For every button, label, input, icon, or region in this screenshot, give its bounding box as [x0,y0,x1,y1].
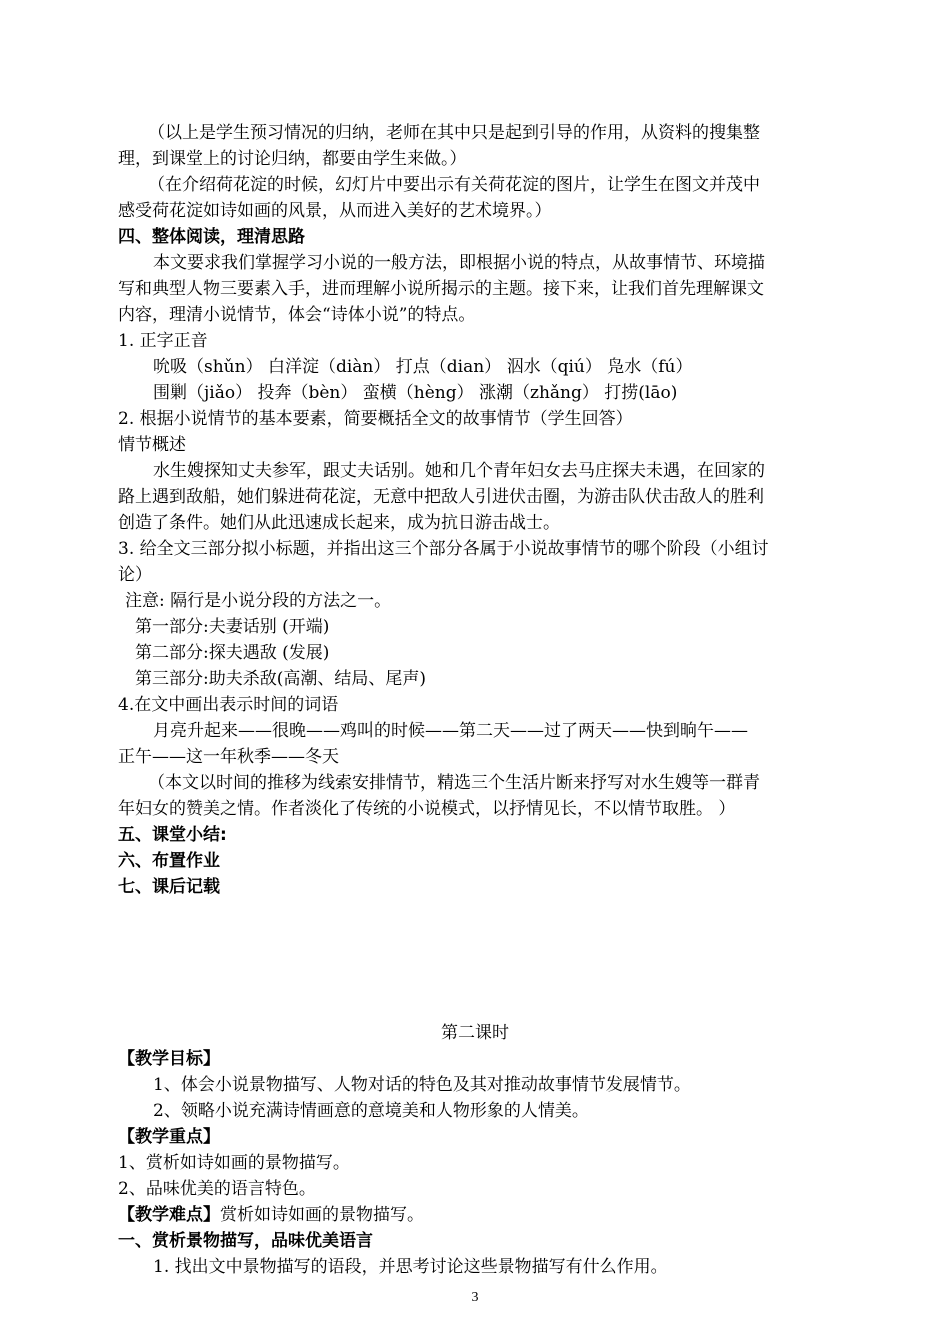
paragraph-line: （以上是学生预习情况的归纳，老师在其中只是起到引导的作用，从资料的搜集整 [148,123,760,143]
difficulty-text: 赏析如诗如画的景物描写。 [220,1205,424,1225]
paragraph-line: 感受荷花淀如诗如画的风景，从而进入美好的艺术境界。） [118,201,552,221]
paragraph-line: 写和典型人物三要素入手，进而理解小说所揭示的主题。接下来，让我们首先理解课文 [118,279,764,299]
section-heading-1: 一、赏析景物描写，品味优美语言 [118,1231,373,1251]
goals-heading: 【教学目标】 [118,1049,220,1069]
paragraph-line: （本文以时间的推移为线索安排情节，精选三个生活片断来抒写对水生嫂等一群青 [148,773,760,793]
section-heading-5: 五、课堂小结: [118,825,227,845]
part-line: 第二部分:探夫遇敌 (发展) [135,643,330,663]
summary-label: 情节概述 [118,435,186,455]
time-line: 正午——这一年秋季——冬天 [118,747,339,767]
list-item-continued: 论） [118,565,152,585]
paragraph-line: 年妇女的赞美之情。作者淡化了传统的小说模式，以抒情见长，不以情节取胜。 ） [118,799,736,819]
list-item: 4.在文中画出表示时间的词语 [118,695,339,715]
difficulty-line [118,1202,838,1228]
section-heading-7: 七、课后记载 [118,877,220,897]
section-heading-4: 四、整体阅读，理清思路 [118,227,305,247]
key-item: 2、品味优美的语言特色。 [118,1179,316,1199]
paragraph-line: 理，到课堂上的讨论归纳，都要由学生来做。） [118,149,467,169]
list-item: 2. 根据小说情节的基本要素，简要概括全文的故事情节（学生回答） [118,409,633,429]
page-number: 3 [471,1290,479,1305]
time-line: 月亮升起来——很晚——鸡叫的时候——第二天——过了两天——快到晌午—— [153,721,748,741]
paragraph-line: 内容，理清小说情节，体会“诗体小说”的特点。 [118,305,476,325]
pinyin-line: 围剿（jiǎo） 投奔（bèn） 蛮横（hèng） 涨潮（zhǎng） 打捞(lāo) [153,383,678,403]
paragraph-line: 路上遇到敌船，她们躲进荷花淀，无意中把敌人引进伏击圈，为游击队伏击敌人的胜利 [118,487,764,507]
list-item: 1. 正字正音 [118,331,208,351]
key-item: 1、赏析如诗如画的景物描写。 [118,1153,350,1173]
list-item: 3. 给全文三部分拟小标题，并指出这三个部分各属于小说故事情节的哪个阶段（小组讨 [118,539,769,559]
section-heading-6: 六、布置作业 [118,851,220,871]
goal-item: 2、领略小说充满诗情画意的意境美和人物形象的人情美。 [153,1101,589,1121]
paragraph-line: 创造了条件。她们从此迅速成长起来，成为抗日游击战士。 [118,513,560,533]
goal-item: 1、体会小说景物描写、人物对话的特色及其对推动故事情节发展情节。 [153,1075,691,1095]
part-line: 第一部分:夫妻话别 (开端) [135,617,330,637]
pinyin-line: 吮吸（shǔn） 白洋淀（diàn） 打点（dian） 泅水（qiú） 凫水（fú） [153,357,693,377]
paragraph-line: 水生嫂探知丈夫参军，跟丈夫话别。她和几个青年妇女去马庄探夫未遇，在回家的 [153,461,765,481]
part-line: 第三部分:助夫杀敌(高潮、结局、尾声) [135,669,426,689]
lesson-title: 第二课时 [441,1023,509,1043]
paragraph-line: （在介绍荷花淀的时候，幻灯片中要出示有关荷花淀的图片，让学生在图文并茂中 [148,175,760,195]
question-item: 1. 找出文中景物描写的语段，并思考讨论这些景物描写有什么作用。 [153,1257,668,1277]
key-heading: 【教学重点】 [118,1127,220,1147]
note-line: 注意: 隔行是小说分段的方法之一。 [125,591,392,611]
difficulty-heading: 【教学难点】 [118,1205,220,1225]
paragraph-line: 本文要求我们掌握学习小说的一般方法，即根据小说的特点，从故事情节、环境描 [153,253,765,273]
